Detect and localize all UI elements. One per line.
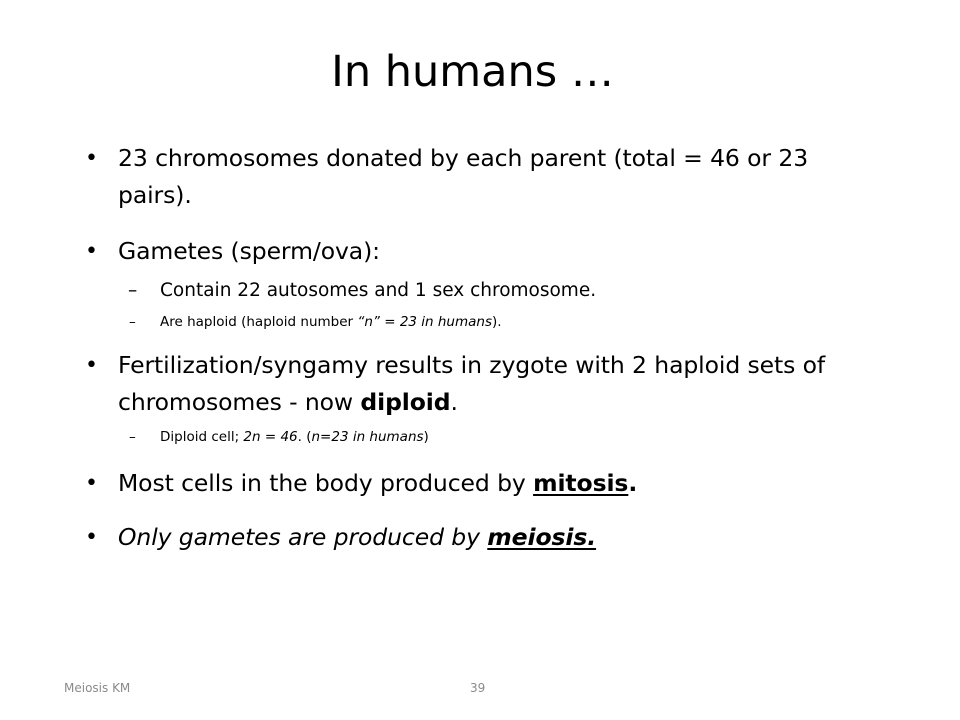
sub-bullet-diploid-cell	[82, 426, 872, 448]
bullet-chromosomes-donated	[82, 140, 872, 214]
dash-marker: –	[129, 429, 136, 445]
bullet-text-c: .	[450, 388, 458, 416]
bullet-marker: •	[85, 146, 98, 171]
bullet-text: Gametes (sperm/ova):	[118, 237, 380, 265]
sub-bullet-text-a: Diploid cell;	[160, 429, 244, 445]
bullet-gametes	[82, 233, 872, 270]
sub-bullet-text-c: . (	[297, 429, 312, 445]
bullet-text: 23 chromosomes donated by each parent (total = 46 or 23 pairs).	[118, 144, 809, 209]
bullet-text-meiosis: meiosis.	[487, 523, 597, 551]
slide-title: In humans …	[331, 47, 614, 97]
bullet-text-mitosis: mitosis	[533, 469, 629, 497]
bullet-text-a: Fertilization/syngamy results in zygote with 2 haploid sets of chromosomes - now	[118, 351, 826, 416]
sub-bullet-text-e: )	[423, 429, 429, 445]
bullet-marker: •	[85, 471, 98, 496]
sub-bullet-text-b: “n” = 23 in humans	[357, 314, 493, 330]
page-number: 39	[470, 681, 486, 695]
sub-bullet-text: Contain 22 autosomes and 1 sex chromosome.	[160, 280, 597, 301]
sub-bullet-text-c: ).	[492, 314, 502, 330]
bullet-marker: •	[85, 525, 98, 550]
bullet-marker: •	[85, 239, 98, 264]
bullet-list	[82, 140, 872, 556]
sub-bullet-haploid	[82, 311, 872, 333]
bullet-marker: •	[85, 353, 98, 378]
sub-bullet-autosomes	[82, 277, 872, 305]
bullet-text-diploid: diploid	[360, 388, 451, 416]
bullet-text-c: .	[628, 469, 638, 497]
sub-bullet-text-b: 2n = 46	[243, 429, 298, 445]
bullet-text-a: Most cells in the body produced by	[118, 469, 534, 497]
dash-marker: –	[128, 280, 138, 301]
sub-bullet-text-a: Are haploid (haploid number	[160, 314, 358, 330]
sub-bullet-text-d: n=23 in humans	[311, 429, 424, 445]
bullet-text-a: Only gametes are produced by	[118, 523, 488, 551]
dash-marker: –	[129, 314, 136, 330]
footer-text: Meiosis KM	[64, 681, 131, 695]
bullet-fertilization	[82, 347, 872, 421]
bullet-meiosis	[82, 519, 872, 556]
bullet-mitosis	[82, 465, 872, 502]
